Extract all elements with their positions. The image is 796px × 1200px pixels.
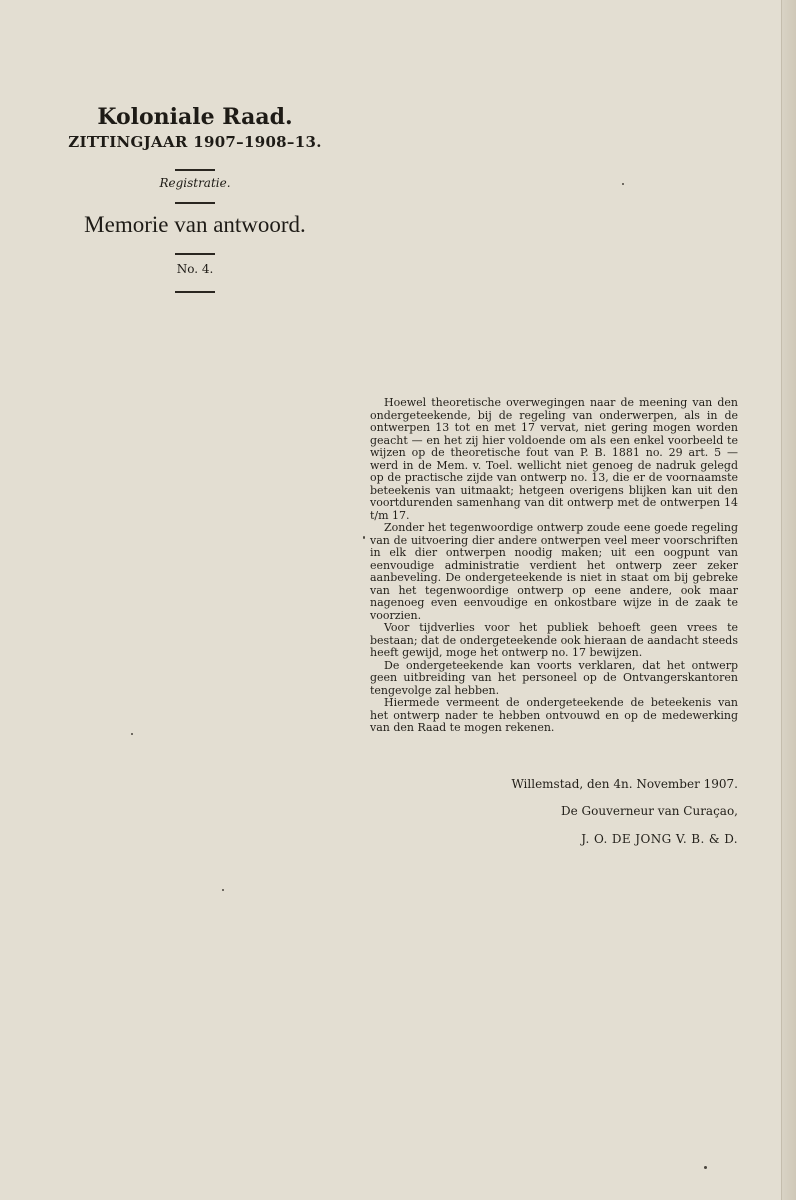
body-paragraph: Voor tijdverlies voor het publiek behoeft geen vrees te bestaan; dat de ondergeteekende ook hieraan de aandacht steeds heeft gewijd, moge het ontwerp no. 17 bewijzen. <box>370 621 738 659</box>
memo-body <box>370 397 738 735</box>
registration-label: Registratie. <box>159 176 231 190</box>
body-paragraph: Hiermede vermeent de ondergeteekende de beteekenis van het ontwerp nader te hebben ontvouwd en op de medewerking van den Raad te mogen rekenen. <box>370 696 738 734</box>
divider-rule <box>175 169 215 171</box>
session-year: ZITTINGJAAR 1907–1908–13. <box>68 133 322 151</box>
heading-block <box>60 102 330 293</box>
council-title: Koloniale Raad. <box>97 104 293 130</box>
closing-signature: J. O. DE JONG V. B. & D. <box>581 832 738 846</box>
closing-office: De Gouverneur van Curaçao, <box>561 804 738 818</box>
body-paragraph: De ondergeteekende kan voorts verklaren, dat het ontwerp geen uitbreiding van het personeel op de Ontvangerskantoren tengevolge zal hebben. <box>370 658 738 697</box>
print-speck <box>622 183 624 185</box>
print-speck <box>363 536 365 539</box>
closing-date: Willemstad, den 4n. November 1907. <box>511 777 738 791</box>
print-speck <box>131 733 133 735</box>
divider-rule <box>175 253 215 255</box>
body-paragraph: Hoewel theoretische overwegingen naar de meening van den ondergeteekende, bij de regeling van onderwerpen, als in de ontwerpen 13 tot en met 17 vervat, niet gering mogen worden geacht — en het zij hier voldoende om als een enkel voorbeeld te wijzen op de theoretische fout van P. B. 1881 no. 29 art. 5 — werd in de Mem. v. Toel. wellicht niet genoeg de nadruk gelegd op de practische zijde van ontwerp no. 13, die er de voornaamste beteekenis van uitmaakt; hetgeen overigens blijken kan uit den voortdurenden samenhang van dit ontwerp met de ontwerpen 14 t/m 17. <box>370 396 738 522</box>
body-paragraph: Zonder het tegenwoordige ontwerp zoude eene goede regeling van de uitvoering dier andere ontwerpen veel meer voorschriften in elk dier ontwerpen noodig maken; uit een oogpunt van eenvoudige administratie verdient het ontwerp zeer zeker aanbeveling. De ondergeteekende is niet in staat om bij gebreke van het tegenwoordige ontwerp op eene andere, ook maar nagenoeg even eenvoudige en onkostbare wijze in de zaak te voorzien. <box>370 521 738 622</box>
divider-rule <box>175 291 215 293</box>
divider-rule <box>175 202 215 204</box>
print-speck <box>704 1166 707 1169</box>
document-number: No. 4. <box>176 262 214 276</box>
page-edge <box>781 0 796 1200</box>
print-speck <box>222 889 224 891</box>
document-type-title: Memorie van antwoord. <box>84 212 306 237</box>
